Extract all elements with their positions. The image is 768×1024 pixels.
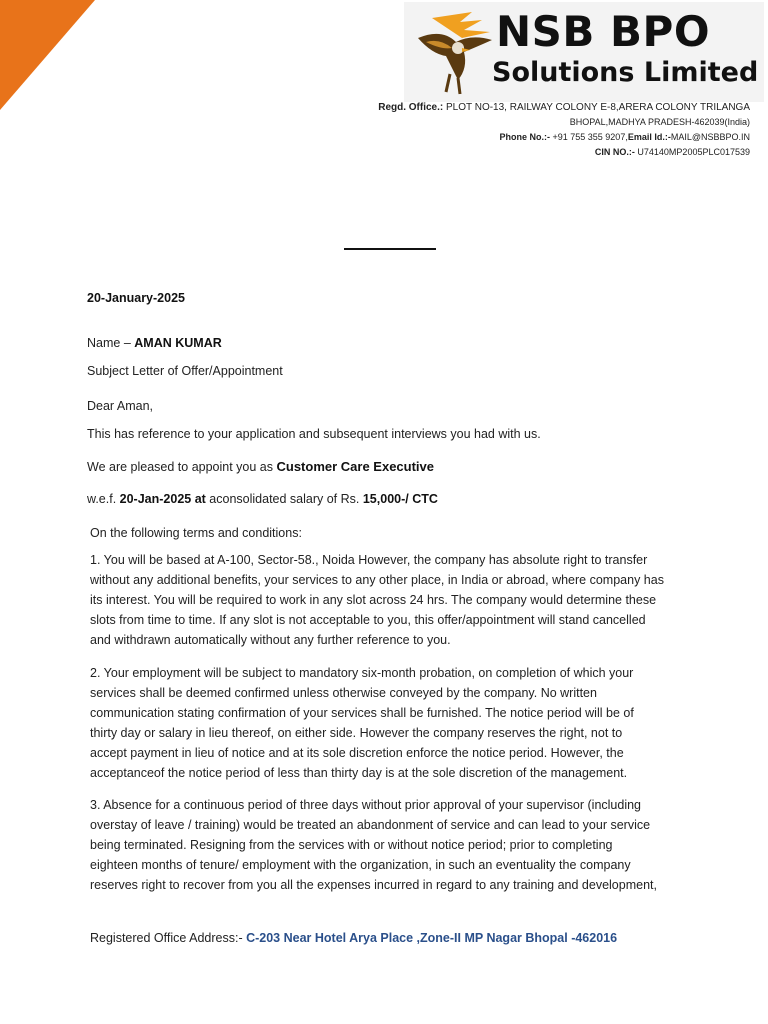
letterhead-logo (404, 2, 764, 102)
terms-heading: On the following terms and conditions: (90, 526, 302, 540)
cin-value: U74140MP2005PLC017539 (634, 147, 750, 157)
salutation: Dear Aman, (87, 399, 154, 413)
wef-label: w.e.f. (87, 492, 120, 506)
contact-line (500, 132, 751, 142)
cin-line (595, 147, 750, 157)
subject-line: Subject Letter of Offer/Appointment (87, 364, 283, 378)
flame-wings-shape (432, 12, 490, 38)
phone-label: Phone No.:- (499, 132, 550, 142)
clause-2-line: acceptanceof the notice period of less than thirty day is at the sole discretion of the management. (90, 766, 628, 780)
company-name: NSB BPO (496, 7, 711, 56)
email-label: Email Id.:- (627, 132, 671, 142)
appointment-line (87, 459, 434, 475)
clause-3-line: overstay of leave / training) would be treated an abandonment of service and can lead to your service (90, 818, 651, 832)
cin-label: CIN NO.:- (594, 147, 635, 157)
footer-label: Registered Office Address:- (90, 931, 247, 945)
designation: Customer Care Executive (276, 459, 434, 474)
eagle-logo-icon (412, 8, 498, 96)
clause-1-line: slots from time to time. If any slot is not acceptable to you, this offer/appointment will stand cancelled (90, 613, 646, 627)
title-underline-divider (344, 248, 436, 250)
clause-1-line: 1. You will be based at A-100, Sector-58., Noida However, the company has absolute right to transfer (90, 553, 648, 567)
name-label: Name – (87, 336, 131, 350)
recipient-name-line (87, 335, 222, 351)
company-subtitle: Solutions Limited (492, 57, 759, 88)
reference-line: This has reference to your application and subsequent interviews you had with us. (87, 427, 541, 441)
letter-date: 20-January-2025 (87, 291, 185, 305)
clause-3 (90, 795, 680, 895)
clause-2 (90, 663, 680, 783)
phone-value: +91 755 355 9207, (550, 132, 628, 142)
registered-office-line-1 (378, 102, 750, 113)
clause-2-line: communication stating confirmation of your services shall be furnished. The notice period will be of (90, 706, 634, 720)
registered-office-line-2: BHOPAL,MADHYA PRADESH-462039(India) (569, 117, 750, 127)
footer-office-address: C-203 Near Hotel Arya Place ,Zone-II MP Nagar Bhopal -462016 (246, 931, 618, 945)
clause-3-line: being terminated. Resigning from the services with or without notice period; prior to completing (90, 838, 613, 852)
email-value: MAIL@NSBBPO.IN (670, 132, 750, 142)
clause-1-line: and withdrawn automatically without any further reference to you. (90, 633, 451, 647)
footer-address (90, 930, 617, 946)
recipient-name: AMAN KUMAR (134, 336, 222, 350)
salary-line (87, 491, 438, 507)
clause-2-line: services shall be deemed confirmed unless otherwise conveyed by the company. No written (90, 686, 597, 700)
regd-office-address: PLOT NO-13, RAILWAY COLONY E-8,ARERA COLONY TRILANGA (443, 102, 750, 113)
clause-1-line: its interest. You will be required to work in any slot across 24 hrs. The company would determine these (90, 593, 657, 607)
clause-2-line: 2. Your employment will be subject to mandatory six-month probation, on completion of which your (90, 666, 634, 680)
eagle-head-shape (452, 42, 464, 54)
clause-1 (90, 550, 680, 650)
clause-3-line: 3. Absence for a continuous period of three days without prior approval of your supervisor (including (90, 798, 642, 812)
clause-3-line: eighteen months of tenure/ employment with the organization, in such an eventuality the company (90, 858, 631, 872)
appoint-text: We are pleased to appoint you as (87, 460, 277, 474)
eagle-body-shape (418, 34, 492, 80)
salary-value: 15,000-/ CTC (362, 492, 438, 506)
orange-corner-decoration (0, 0, 95, 110)
clause-2-line: thirty day or salary in lieu thereof, on either side. However the company reserves the right, not to (90, 726, 623, 740)
salary-text: aconsolidated salary of Rs. (205, 492, 363, 506)
clause-1-line: without any additional benefits, your services to any other place, in India or abroad, where company has (90, 573, 664, 587)
clause-3-line: reserves right to recover from you all the expenses incurred in regard to any training and development, (90, 878, 657, 892)
regd-office-label: Regd. Office.: (378, 102, 444, 113)
wef-date: 20-Jan-2025 at (119, 492, 206, 506)
clause-2-line: accept payment in lieu of notice and at its sole discretion enforce the notice period. However, the (90, 746, 624, 760)
